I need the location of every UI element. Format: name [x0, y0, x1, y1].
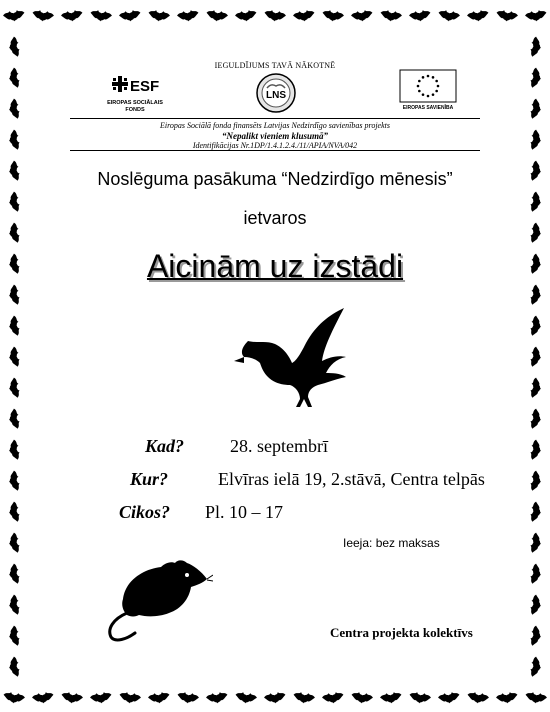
bat-icon	[148, 691, 171, 705]
lns-abbr: LNS	[266, 90, 286, 101]
bat-icon	[7, 470, 21, 492]
bat-icon	[529, 532, 543, 554]
bat-icon	[438, 691, 461, 705]
bat-icon	[90, 9, 113, 23]
bat-icon	[351, 9, 374, 23]
bat-icon	[32, 9, 55, 23]
bat-icon	[529, 98, 543, 120]
bat-icon	[529, 315, 543, 337]
bat-icon	[61, 9, 84, 23]
bat-icon	[119, 691, 142, 705]
where-label: Kur?	[130, 469, 169, 489]
esf-star-icon	[112, 76, 128, 92]
eu-star-icon	[418, 80, 421, 83]
time-value: Pl. 10 – 17	[205, 502, 284, 522]
bat-icon	[380, 691, 403, 705]
raven-icon	[234, 303, 354, 413]
eu-star-icon	[427, 95, 430, 98]
project-info	[0, 121, 550, 151]
bat-icon	[525, 9, 548, 23]
bat-icon	[7, 656, 21, 678]
bat-icon	[7, 532, 21, 554]
bat-icon	[529, 439, 543, 461]
eu-star-icon	[435, 80, 438, 83]
bat-icon	[7, 67, 21, 89]
entry-note: Ieeja: bez maksas	[343, 536, 440, 550]
esf-abbr: ESF	[130, 78, 160, 95]
bat-icon	[409, 9, 432, 23]
bat-icon	[409, 691, 432, 705]
footer-signature: Centra projekta kolektīvs	[330, 625, 473, 640]
bat-icon	[7, 36, 21, 58]
bat-icon	[351, 691, 374, 705]
when-label: Kad?	[145, 436, 185, 456]
bat-icon	[496, 691, 519, 705]
bat-icon	[529, 470, 543, 492]
bat-icon	[264, 9, 287, 23]
bat-icon	[438, 9, 461, 23]
bat-icon	[322, 9, 345, 23]
header-divider-top	[70, 118, 480, 119]
bat-icon	[293, 691, 316, 705]
bat-icon	[529, 656, 543, 678]
where-value: Elvīras ielā 19, 2.stāvā, Centra telpās	[218, 469, 485, 489]
bat-icon	[7, 625, 21, 647]
bat-icon	[119, 9, 142, 23]
bat-icon	[177, 691, 200, 705]
bat-icon	[7, 346, 21, 368]
mouse-icon	[103, 559, 213, 643]
bat-icon	[206, 9, 229, 23]
bat-icon	[525, 691, 548, 705]
bat-icon	[7, 284, 21, 306]
bat-icon	[529, 36, 543, 58]
bat-icon	[467, 9, 490, 23]
bat-icon	[3, 691, 26, 705]
project-line: Eiropas Sociālā fonda finansēts Latvijas Nedzirdīgo savienības projekts	[160, 121, 390, 130]
eu-star-icon	[422, 93, 425, 96]
event-line: Noslēguma pasākuma “Nedzirdīgo mēnesis”	[97, 169, 453, 189]
bat-icon	[7, 594, 21, 616]
eu-star-icon	[437, 85, 440, 88]
bat-icon	[529, 563, 543, 585]
in-frame-text: ietvaros	[243, 208, 307, 228]
bat-icon	[496, 9, 519, 23]
bat-icon	[529, 284, 543, 306]
bat-icon	[90, 691, 113, 705]
when-value: 28. septembrī	[230, 436, 328, 456]
project-id: Identifikācijas Nr.1DP/1.4.1.2.4./11/APIA/NVA/042	[192, 141, 358, 150]
bat-icon	[529, 594, 543, 616]
eu-star-icon	[427, 75, 430, 78]
bat-icon	[177, 9, 200, 23]
bat-icon	[235, 9, 258, 23]
bat-icon	[7, 501, 21, 523]
bat-icon	[32, 691, 55, 705]
bat-icon	[293, 9, 316, 23]
bat-icon	[322, 691, 345, 705]
esf-logo	[100, 70, 170, 118]
bat-icon	[206, 691, 229, 705]
eu-star-icon	[417, 85, 420, 88]
header-divider-bottom	[70, 150, 480, 151]
lns-logo	[255, 72, 297, 114]
bat-icon	[529, 377, 543, 399]
esf-caption-1: EIROPAS SOCIĀLAIS	[107, 100, 163, 106]
bat-icon	[7, 377, 21, 399]
header-tagline: IEGULDĪJUMS TAVĀ NĀKOTNĒ	[214, 61, 336, 70]
bat-icon	[529, 501, 543, 523]
eu-logo	[398, 68, 458, 112]
project-name: “Nepalikt vieniem klusumā”	[221, 131, 328, 141]
eu-star-icon	[435, 90, 438, 93]
bat-icon	[7, 563, 21, 585]
bat-icon	[7, 98, 21, 120]
bat-icon	[7, 439, 21, 461]
bat-icon	[3, 9, 26, 23]
bat-icon	[467, 691, 490, 705]
eu-star-icon	[432, 93, 435, 96]
bat-icon	[235, 691, 258, 705]
esf-caption-2: FONDS	[125, 107, 145, 113]
bat-icon	[264, 691, 287, 705]
eu-star-icon	[432, 76, 435, 79]
bat-icon	[7, 315, 21, 337]
bat-icon	[529, 625, 543, 647]
eu-star-icon	[422, 76, 425, 79]
bat-icon	[529, 67, 543, 89]
eu-star-icon	[418, 90, 421, 93]
headline: Aicinām uz izstādi	[146, 248, 404, 284]
time-label: Cikos?	[119, 502, 171, 522]
bat-icon	[7, 408, 21, 430]
bat-icon	[529, 346, 543, 368]
bat-icon	[529, 408, 543, 430]
bat-icon	[380, 9, 403, 23]
bat-icon	[148, 9, 171, 23]
eu-caption: EIROPAS SAVIENĪBA	[402, 105, 454, 111]
bat-icon	[61, 691, 84, 705]
